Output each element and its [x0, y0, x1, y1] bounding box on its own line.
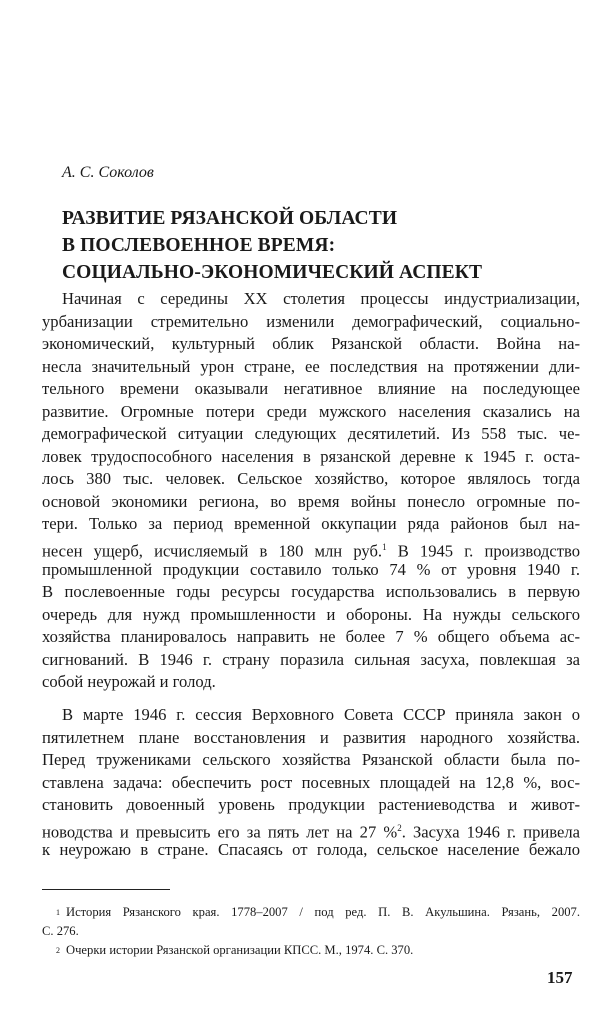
footnote-ref-2[interactable]: 2	[397, 822, 402, 833]
text-span: новодства и превысить его за пять лет на 27 %	[42, 822, 398, 842]
footnote-1	[42, 903, 580, 922]
text-line: Начиная с середины XX столетия процессы индустриализации,	[62, 289, 580, 308]
page-number: 157	[547, 968, 573, 987]
footnotes	[42, 903, 580, 960]
text-line: собой неурожай и голод.	[42, 672, 216, 692]
title-line: В ПОСЛЕВОЕННОЕ ВРЕМЯ:	[62, 235, 336, 256]
text-line: сигнований. В 1946 г. страну поразила сильная засуха, повлекшая за	[42, 649, 580, 669]
footnote-text: Очерки истории Рязанской организации КПСС. М., 1974. С. 370.	[66, 943, 414, 957]
footnote-number: 1	[56, 908, 60, 917]
footnote-1-cont: С. 276.	[42, 924, 79, 938]
text-line: лось 380 тыс. человек. Сельское хозяйство, которое являлось тогда	[42, 469, 580, 489]
text-line: экономический, культурный облик Рязанской области. Война на-	[42, 334, 580, 354]
footnote-number: 2	[56, 946, 60, 955]
text-line: к неурожаю в стране. Спасаясь от голода, сельское население бежало	[42, 840, 580, 860]
footnote-divider	[42, 889, 170, 890]
footnote-ref-1[interactable]: 1	[382, 542, 387, 553]
author-name: А. С. Соколов	[62, 164, 154, 181]
text-line: ставлена задача: обеспечить рост посевных площадей на 12,8 %, вос-	[42, 772, 580, 792]
article-title	[62, 205, 482, 286]
title-line: РАЗВИТИЕ РЯЗАНСКОЙ ОБЛАСТИ	[62, 208, 398, 229]
text-line: В послевоенные годы ресурсы государства использовались в первую	[42, 582, 580, 602]
title-line: СОЦИАЛЬНО-ЭКОНОМИЧЕСКИЙ АСПЕКТ	[62, 262, 483, 283]
text-line: пятилетнем плане восстановления и развития народного хозяйства.	[42, 727, 580, 747]
text-line: тери. Только за период временной оккупации ряда районов был на-	[42, 514, 580, 534]
text-line: развитие. Огромные потери среди мужского населения сказались на	[42, 401, 580, 421]
text-span: В 1945 г. производство	[386, 541, 580, 561]
text-line	[42, 817, 580, 840]
footnote-2	[42, 941, 580, 960]
footnote-text: История Рязанского края. 1778–2007 / под ред. П. В. Акульшина. Рязань, 2007.	[66, 905, 580, 919]
paragraph-2	[42, 704, 580, 862]
text-line: очередь для нужд промышленности и обороны. На нужды сельского	[42, 604, 580, 624]
paragraph-1	[42, 288, 580, 694]
text-span: . Засуха 1946 г. привела	[401, 822, 581, 842]
text-line: Перед тружениками сельского хозяйства Рязанской области была по-	[42, 750, 580, 770]
text-line: тельного времени оказывали негативное влияние на последующее	[42, 379, 580, 399]
text-span: несен ущерб, исчисляемый в 180 млн руб.	[42, 541, 383, 561]
text-line: становить довоенный уровень продукции растениеводства и живот-	[42, 795, 580, 815]
text-line: основой экономики региона, во время войны понесло огромные по-	[42, 491, 580, 511]
text-line: хозяйства планировалось направить не более 7 % общего объема ас-	[42, 627, 580, 647]
text-line: демографической ситуации следующих десятилетий. Из 558 тыс. че-	[42, 424, 580, 444]
text-line: несла значительный урон стране, ее последствия на протяжении дли-	[42, 356, 580, 376]
text-line: ловек трудоспособного населения в рязанской деревне к 1945 г. оста-	[42, 446, 580, 466]
text-line	[42, 536, 580, 559]
text-line: промышленной продукции составило только 74 % от уровня 1940 г.	[42, 559, 580, 579]
text-line: В марте 1946 г. сессия Верховного Совета СССР приняла закон о	[62, 705, 580, 724]
text-line: урбанизации стремительно изменили демографический, социально-	[42, 311, 580, 331]
